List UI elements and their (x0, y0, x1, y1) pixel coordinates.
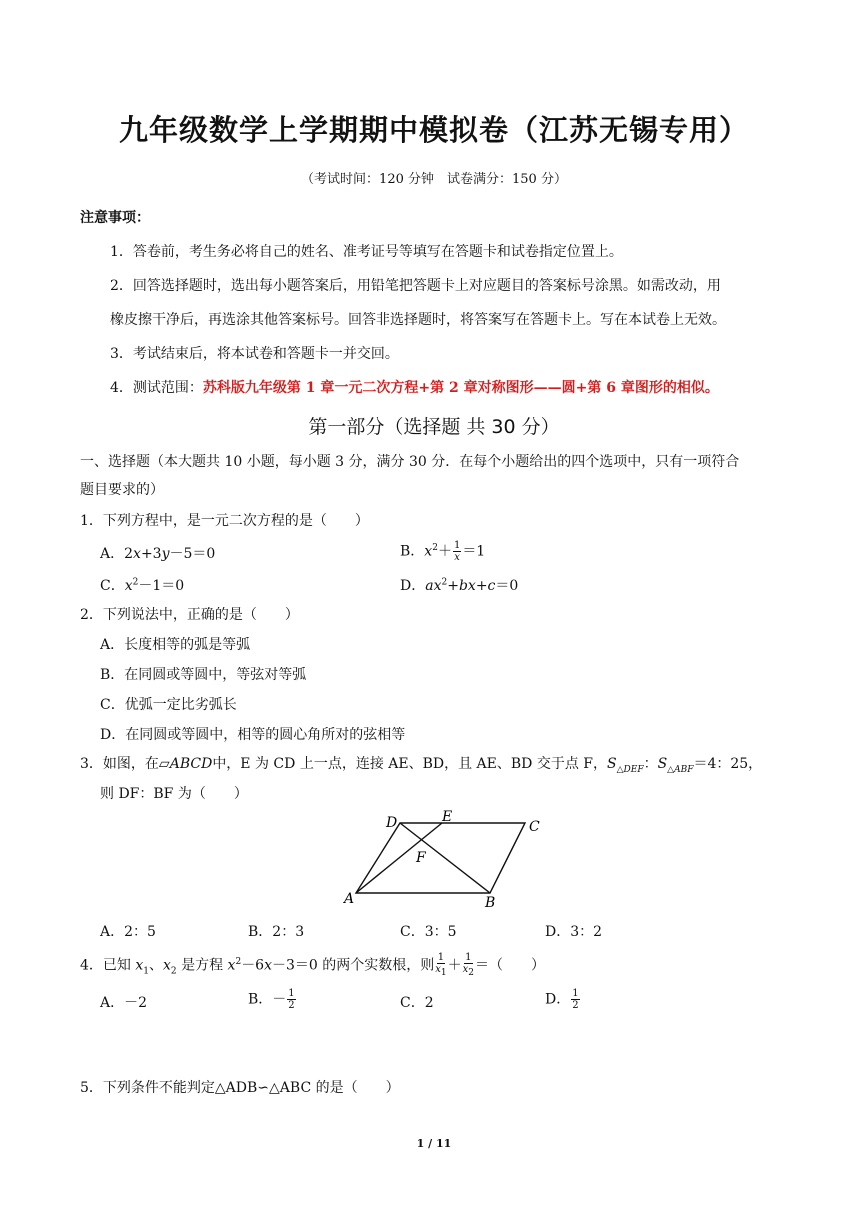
label-d: D (386, 815, 398, 831)
exam-info: （考试时间：120 分钟 试卷满分：150 分） (301, 172, 567, 187)
q2-stem: 2．下列说法中，正确的是（ ） (80, 607, 299, 623)
q4-stem-prefix: 4．已知 (80, 957, 136, 974)
q2-option-c: C．优弧一定比劣弧长 (100, 697, 237, 713)
q1-option-c: C．$x^2-1=0$ (100, 577, 185, 594)
notice-item-1: 1．答卷前，考生务必将自己的姓名、准考证号等填写在答题卡和试卷指定位置上。 (110, 244, 623, 260)
q3-option-d: D．3：2 (545, 924, 603, 940)
q3-ratio: ＝4：25， (693, 756, 763, 772)
page-title: 九年级数学上学期期中模拟卷（江苏无锡专用） (118, 113, 749, 147)
part-intro-line-2: 题目要求的） (80, 482, 164, 498)
label-e: E (442, 809, 453, 825)
notice-item-4 (110, 377, 719, 397)
parallelogram-abcd (356, 823, 525, 893)
notice-item-2-cont: 橡皮擦干净后，再选涂其他答案标号。回答非选择题时，将答案写在答题卡上。写在本试卷上无效。 (110, 312, 726, 328)
test-range: 苏科版九年级第 1 章一元二次方程+第 2 章对称图形——圆+第 6 章图形的相似。 (202, 380, 719, 396)
q1-option-d: D．$ax^2+bx+c=0$ (400, 577, 519, 594)
q3-stem: 3．如图，在▱ABCD中，E 为 CD 上一点，连接 AE、BD，且 AE、BD 交于点 F，$S_{\triangle DEF}$：$S_{\triangle ABF}=4$：25， (80, 756, 763, 775)
q4-option-a: A．－2 (100, 995, 148, 1011)
q1-stem: 1．下列方程中，是一元二次方程的是（ ） (80, 513, 369, 529)
notice-item-4-prefix: 4．测试范围： (110, 380, 203, 396)
label-c: C (529, 819, 540, 835)
q4-option-d-label: D． (545, 991, 571, 1008)
q3-stem-prefix: 3．如图，在 (80, 756, 159, 772)
q4-option-b-label: B． (248, 991, 273, 1008)
parallelogram-figure (330, 805, 560, 910)
q4-option-b: B．－ $\frac{1}{2}$ (248, 988, 295, 1011)
q4-option-c: C．2 (400, 995, 434, 1011)
notice-item-2: 2．回答选择题时，选出每小题答案后，用铅笔把答题卡上对应题目的答案标号涂黑。如需改动，用 (110, 278, 721, 294)
q3-stem-tail: 中，E 为 CD 上一点，连接 AE、BD，且 AE、BD 交于点 F， (212, 756, 608, 772)
q3-option-a: A．2：5 (100, 924, 156, 940)
q3-stem-line-2: 则 DF：BF 为（ ） (100, 786, 248, 802)
q4-option-d: D． $\frac{1}{2}$ (545, 988, 579, 1011)
q1-a-label: A． (100, 546, 125, 562)
part-intro-line-1: 一、选择题（本大题共 10 小题，每小题 3 分，满分 30 分．在每个小题给出的四个选项中，只有一项符合 (80, 454, 740, 470)
notice-heading: 注意事项： (80, 210, 150, 226)
q1-c-label: C． (100, 578, 125, 594)
segment-ae (356, 823, 442, 893)
q1-option-a: A．2x+3y－5＝0 (100, 546, 216, 562)
q2-option-a: A．长度相等的弧是等弧 (100, 637, 251, 653)
q2-option-d: D．在同圆或等圆中，相等的圆心角所对的弦相等 (100, 727, 406, 743)
label-b: B (485, 895, 496, 910)
q1-b-label: B． (400, 543, 425, 560)
label-a: A (344, 891, 355, 907)
label-f: F (416, 850, 426, 866)
segment-bd (400, 823, 490, 893)
section-title: 第一部分（选择题 共 30 分） (308, 416, 560, 438)
q1-d-label: D． (400, 578, 426, 594)
q3-option-b: B．2：3 (248, 924, 305, 940)
q4-stem-tail: （ ） (489, 957, 546, 974)
q3-option-c: C．3：5 (400, 924, 457, 940)
q1-option-b: B．$x^2+$ $\frac{1}{x}$ ＝1 (400, 540, 486, 563)
q5-stem: 5．下列条件不能判定△ADB∽△ABC 的是（ ） (80, 1080, 400, 1096)
page-number: 1 / 11 (416, 1137, 452, 1150)
notice-item-3: 3．考试结束后，将本试卷和答题卡一并交回。 (110, 346, 399, 362)
q4-stem: 4．已知 $x_1$、$x_2$ 是方程 $x^2-6x-3=0$ 的两个实数根，则 $\frac{1}{x_1}$ ＋ $\frac{1}{x_2}$ ＝（ ） (80, 952, 546, 978)
q2-option-b: B．在同圆或等圆中，等弦对等弧 (100, 667, 307, 683)
